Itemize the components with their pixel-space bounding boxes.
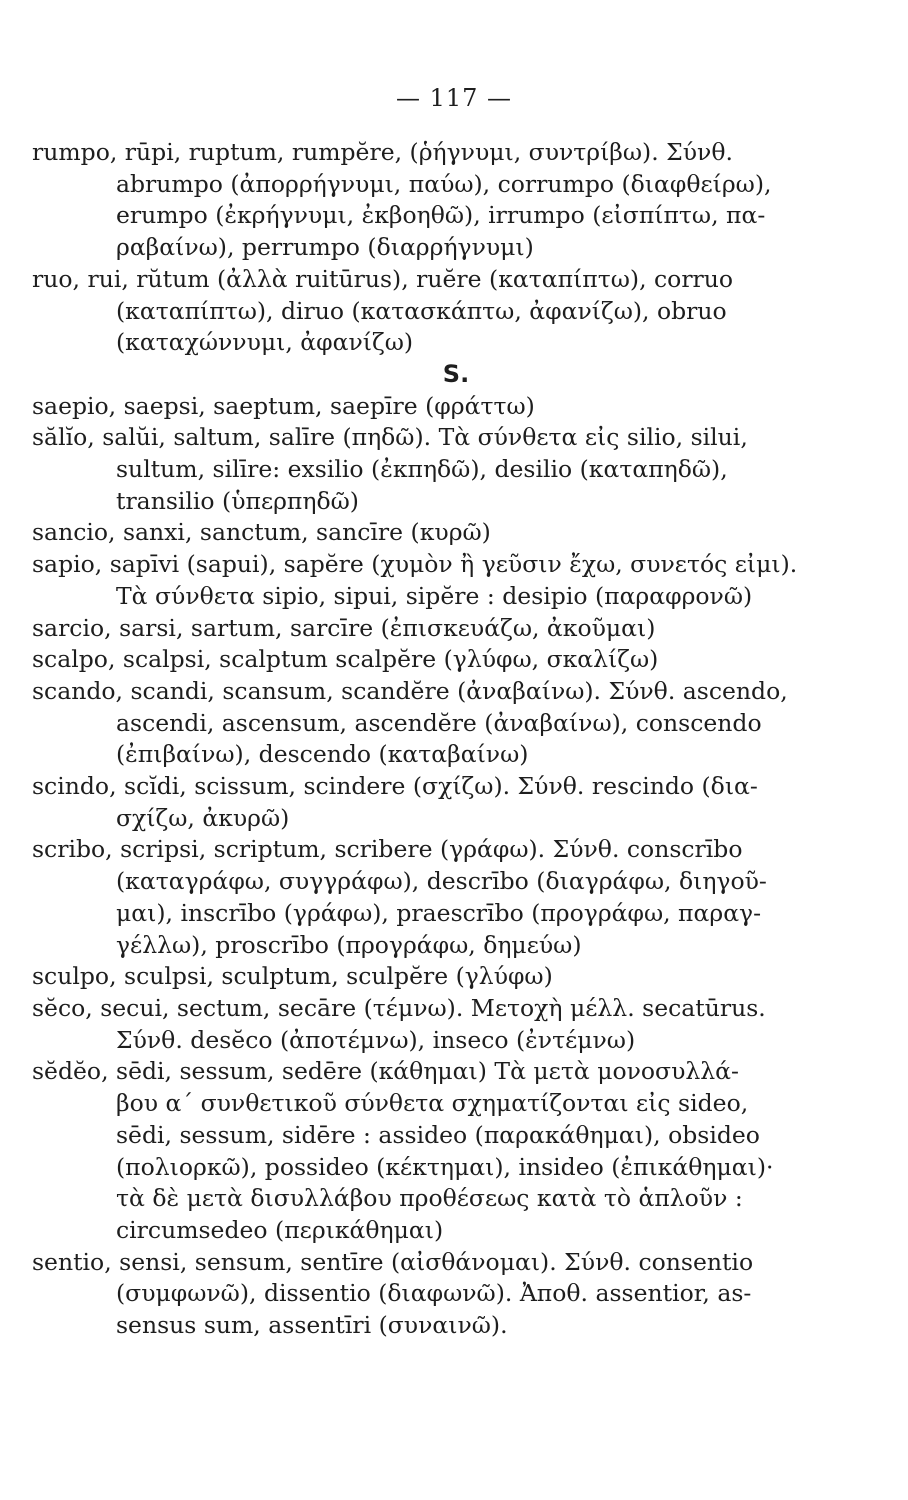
entry-line: saepio, saepsi, saeptum, saepīre (φράττω) xyxy=(32,391,535,420)
entry-line: sălĭo, salŭi, saltum, salīre (πηδῶ). Τὰ σύνθετα εἰς silio, silui, xyxy=(32,423,748,452)
entry-line: sapio, sapīvi (sapui), sapĕre (χυμὸν ἢ γεῦσιν ἔχω, συνετός εἰμι). xyxy=(32,550,798,579)
entry-salio xyxy=(32,422,880,517)
entry-scindo xyxy=(32,771,880,834)
entry-sentio xyxy=(32,1247,880,1342)
entry-line: transilio (ὑπερπηδῶ) xyxy=(116,486,359,515)
entry-line: sarcio, sarsi, sartum, sarcīre (ἐπισκευάζω, ἀκοῦμαι) xyxy=(32,613,656,642)
entry-line: (πολιορκῶ), possideo (κέκτημαι), insideo (ἐπικάθημαι)· xyxy=(116,1152,774,1181)
entry-line: sĕdĕo, sēdi, sessum, sedēre (κάθημαι) Τὰ μετὰ μονοσυλλά- xyxy=(32,1057,739,1086)
entry-line: scindo, scĭdi, scissum, scindere (σχίζω). Σύνθ. rescindo (δια- xyxy=(32,772,758,801)
entry-line: sēdi, sessum, sidēre : assideo (παρακάθημαι), obsideo xyxy=(116,1120,760,1149)
entry-scando xyxy=(32,676,880,771)
section-heading: S. xyxy=(442,359,470,388)
entry-line: Σύνθ. desĕco (ἀποτέμνω), inseco (ἐντέμνω) xyxy=(116,1025,636,1054)
page-number: — 117 — xyxy=(395,84,513,112)
entry-line: (καταχώννυμι, ἀφανίζω) xyxy=(116,328,414,357)
entry-line: sultum, silīre: exsilio (ἐκπηδῶ), desilio (καταπηδῶ), xyxy=(116,455,728,484)
dictionary-text xyxy=(32,137,880,1342)
entry-sedeo xyxy=(32,1056,880,1246)
entry-seco xyxy=(32,993,880,1056)
entry-line: (καταγράφω, συγγράφω), descrībo (διαγράφω, διηγοῦ- xyxy=(116,867,767,896)
entry-line: rumpo, rūpi, ruptum, rumpĕre, (ῥήγνυμι, συντρίβω). Σύνθ. xyxy=(32,138,733,166)
entry-line: sensus sum, assentīri (συναινῶ). xyxy=(116,1311,508,1340)
entry-line: sculpo, sculpsi, sculptum, sculpĕre (γλύφω) xyxy=(32,962,553,991)
entry-line: sĕco, secui, sectum, secāre (τέμνω). Μετοχὴ μέλλ. secatūrus. xyxy=(32,993,766,1022)
entry-line: scribo, scripsi, scriptum, scribere (γράφω). Σύνθ. conscrībo xyxy=(32,835,743,864)
entry-line: scalpo, scalpsi, scalptum scalpĕre (γλύφω, σκαλίζω) xyxy=(32,645,659,674)
entry-rumpo xyxy=(32,137,880,264)
entry-sarcio xyxy=(32,613,880,645)
entry-ruo xyxy=(32,264,880,359)
entry-line: circumsedeo (περικάθημαι) xyxy=(116,1215,444,1244)
entry-line: ascendi, ascensum, ascendĕre (ἀναβαίνω), conscendo xyxy=(116,708,762,737)
entry-line: γέλλω), proscrībo (προγράφω, δημεύω) xyxy=(116,930,582,959)
entry-sancio xyxy=(32,517,880,549)
entry-line: τὰ δὲ μετὰ δισυλλάβου προθέσεως κατὰ τὸ ἁπλοῦν : xyxy=(116,1184,743,1213)
entry-sapio xyxy=(32,549,880,612)
entry-line: abrumpo (ἀπορρήγνυμι, παύω), corrumpo (διαφθείρω), xyxy=(116,169,772,198)
entry-line: (καταπίπτω), diruo (κατασκάπτω, ἀφανίζω), obruo xyxy=(116,296,727,325)
entry-line: (ἐπιβαίνω), descendo (καταβαίνω) xyxy=(116,740,529,769)
entry-line: βου α΄ συνθετικοῦ σύνθετα σχηματίζονται εἰς sideo, xyxy=(116,1089,749,1118)
entry-line: (συμφωνῶ), dissentio (διαφωνῶ). Ἀποθ. assentior, as- xyxy=(116,1279,752,1308)
entry-scalpo xyxy=(32,644,880,676)
entry-line: Τὰ σύνθετα sipio, sipui, sipĕre : desipio (παραφρονῶ) xyxy=(116,581,753,610)
entry-line: ραβαίνω), perrumpo (διαρρήγνυμι) xyxy=(116,233,534,262)
entry-line: μαι), inscrībo (γράφω), praescrībo (προγράφω, παραγ- xyxy=(116,898,762,927)
entry-saepio xyxy=(32,391,880,423)
entry-line: σχίζω, ἀκυρῶ) xyxy=(116,803,290,832)
entry-line: ruo, rui, rŭtum (ἀλλὰ ruitūrus), ruĕre (καταπίπτω), corruo xyxy=(32,264,734,293)
entry-sculpo xyxy=(32,961,880,993)
entry-line: erumpo (ἐκρήγνυμι, ἐκβοηθῶ), irrumpo (εἰσπίπτω, πα- xyxy=(116,201,766,230)
entry-scribo xyxy=(32,834,880,961)
entry-line: sancio, sanxi, sanctum, sancīre (κυρῶ) xyxy=(32,518,491,547)
entry-line: scando, scandi, scansum, scandĕre (ἀναβαίνω). Σύνθ. ascendo, xyxy=(32,676,788,705)
entry-line: sentio, sensi, sensum, sentīre (αἰσθάνομαι). Σύνθ. consentio xyxy=(32,1247,754,1276)
